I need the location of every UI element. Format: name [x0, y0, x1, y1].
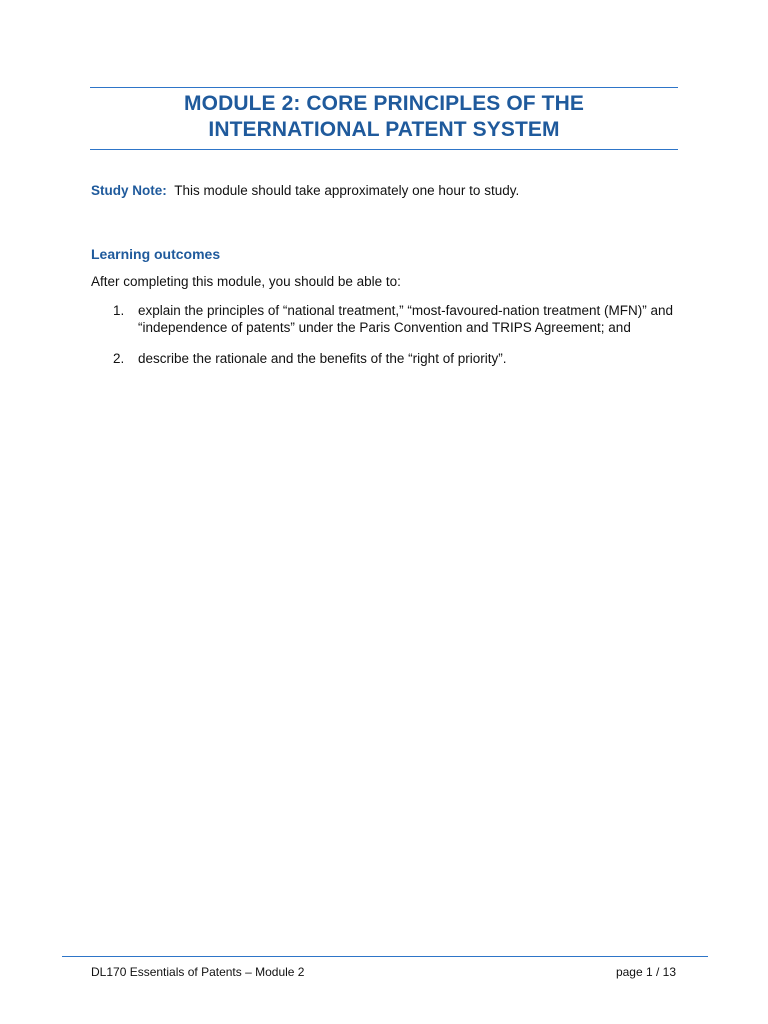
title-bottom-rule: [90, 149, 678, 150]
learning-outcomes-heading: Learning outcomes: [91, 246, 221, 262]
learning-outcomes-list: [113, 303, 673, 383]
list-item-text: describe the rationale and the benefits of the “right of priority”.: [138, 351, 507, 366]
footer-page-number: page 1 / 13: [615, 965, 676, 979]
list-item-number: 1.: [113, 303, 125, 318]
study-note-text: This module should take approximately one hour to study.: [174, 183, 520, 198]
footer-rule: [62, 956, 708, 957]
footer-course-title: DL170 Essentials of Patents – Module 2: [91, 965, 305, 979]
page-title-line-1: MODULE 2: CORE PRINCIPLES OF THE: [184, 92, 584, 115]
study-note-label: Study Note:: [91, 183, 167, 198]
list-item-text: explain the principles of “national treatment,” “most-favoured-nation treatment (MFN)” and “independence of patents” under the Paris Convention and TRIPS Agreement; and: [138, 303, 673, 335]
page-title-line-2: INTERNATIONAL PATENT SYSTEM: [208, 118, 560, 141]
study-note: [91, 182, 519, 200]
title-top-rule: [90, 87, 678, 88]
list-item-number: 2.: [113, 351, 125, 366]
page-title: [90, 91, 678, 143]
learning-outcomes-intro: After completing this module, you should be able to:: [91, 274, 401, 289]
list-item: [113, 351, 673, 368]
list-item: [113, 303, 673, 336]
